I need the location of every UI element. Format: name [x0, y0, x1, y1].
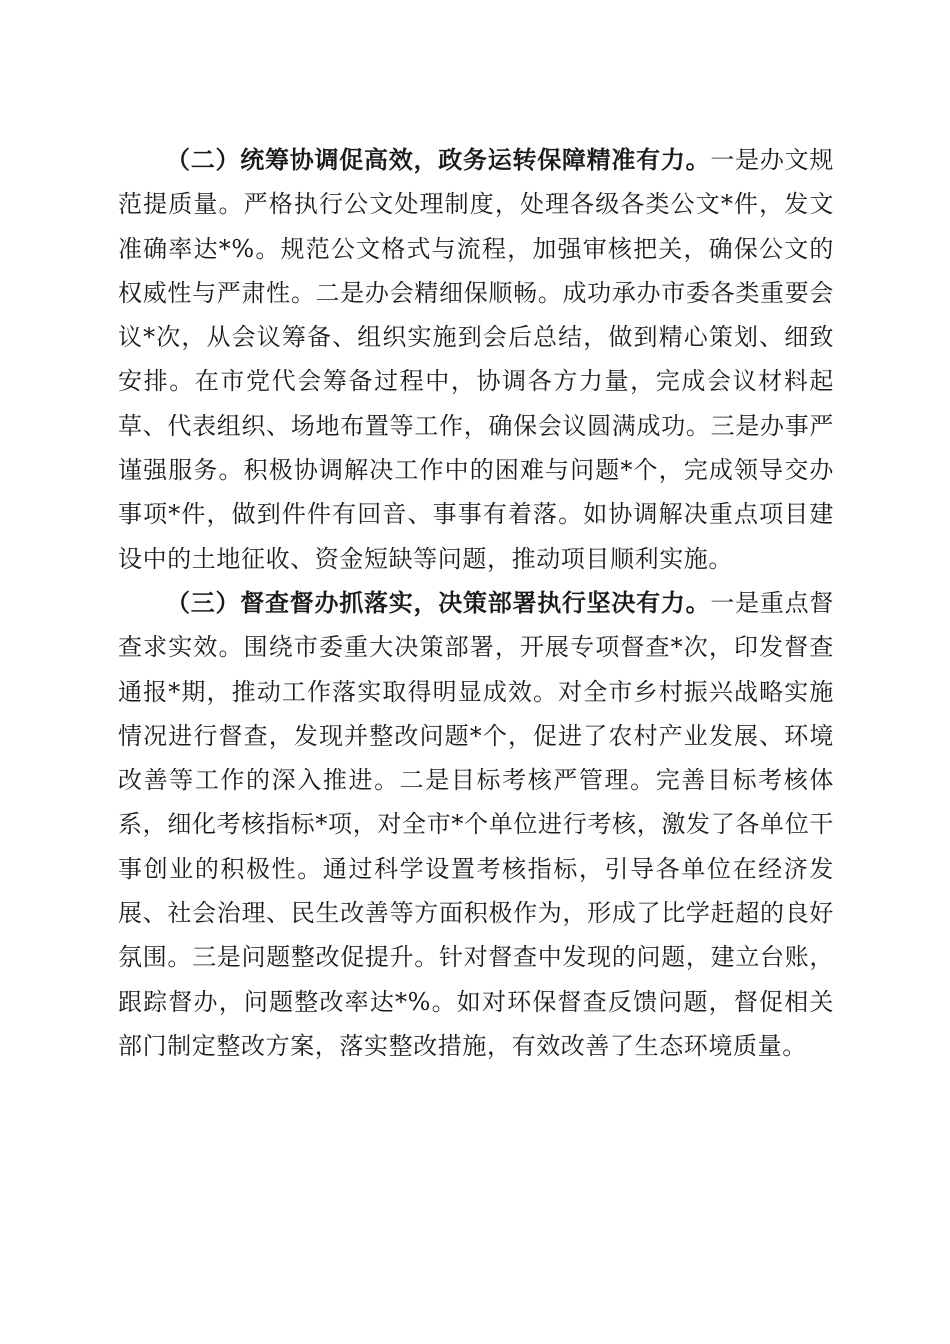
section-body-2: 一是办文规范提质量。严格执行公文处理制度，处理各级各类公文*件，发文准确率达*%。规范公文格式与流程，加强审核把关，确保公文的权威性与严肃性。二是办会精细保顺畅。成功承办市委各类重要会议*次，从会议筹备、组织实施到会后总结，做到精心策划、细致安排。在市党代会筹备过程中，协调各方力量，完成会议材料起草、代表组织、场地布置等工作，确保会议圆满成功。三是办事严谨强服务。积极协调解决工作中的困难与问题*个，完成领导交办事项*件，做到件件有回音、事事有着落。如协调解决重点项目建设中的土地征收、资金短缺等问题，推动项目顺利实施。 [118, 146, 835, 573]
section-heading-2: （二）统筹协调促高效，政务运转保障精准有力。 [166, 146, 711, 174]
document-body [118, 138, 834, 1068]
section-heading-3: （三）督查督办抓落实，决策部署执行坚决有力。 [166, 588, 711, 617]
section-paragraph-3 [118, 581, 834, 1068]
section-body-3: 一是重点督查求实效。围绕市委重大决策部署，开展专项督查*次，印发督查通报*期，推动工作落实取得明显成效。对全市乡村振兴战略实施情况进行督查，发现并整改问题*个，促进了农村产业发展、环境改善等工作的深入推进。二是目标考核严管理。完善目标考核体系，细化考核指标*项，对全市*个单位进行考核，激发了各单位干事创业的积极性。通过科学设置考核指标，引导各单位在经济发展、社会治理、民生改善等方面积极作为，形成了比学赶超的良好氛围。三是问题整改促提升。针对督查中发现的问题，建立台账，跟踪督办，问题整改率达*%。如对环保督查反馈问题，督促相关部门制定整改方案，落实整改措施，有效改善了生态环境质量。 [118, 588, 835, 1060]
section-paragraph-2 [118, 138, 834, 581]
